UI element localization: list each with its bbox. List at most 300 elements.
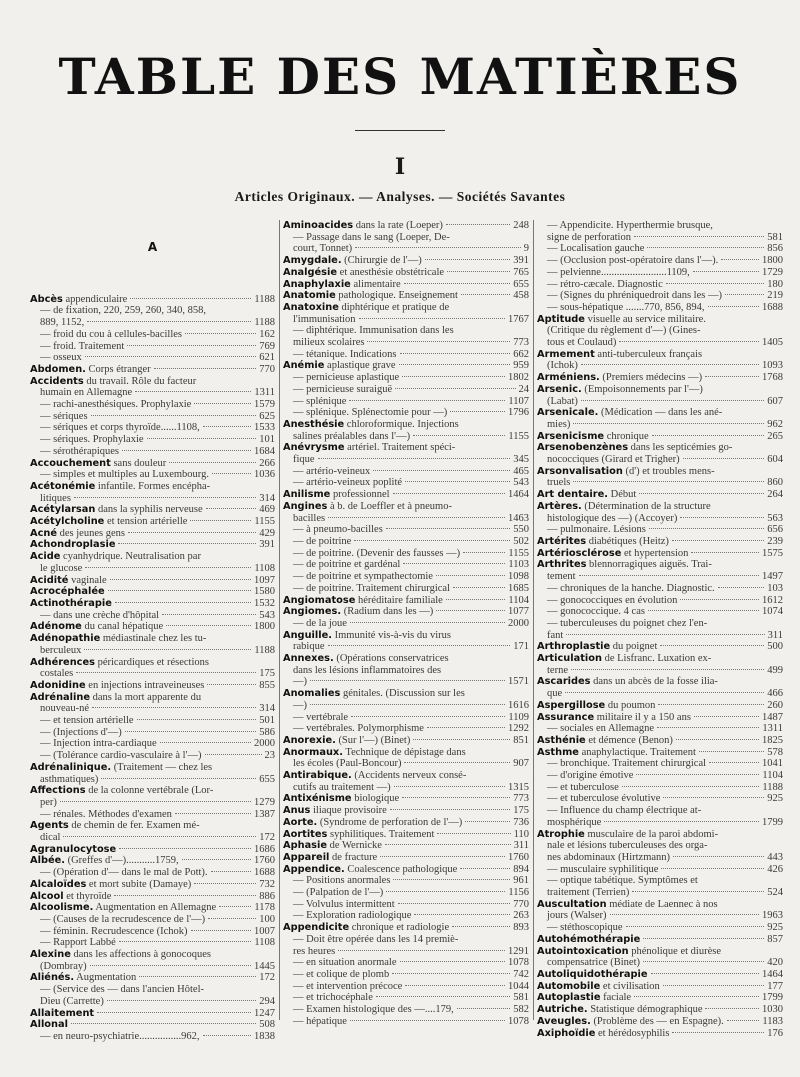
index-entry xyxy=(30,668,275,680)
entry-headword: Adénopathie xyxy=(30,633,101,645)
entry-text xyxy=(547,910,607,922)
entry-description: chronique xyxy=(606,430,649,442)
entry-description: et tension artérielle xyxy=(106,516,188,528)
page-number: 426 xyxy=(767,863,783,875)
page-number: 962 xyxy=(767,418,783,430)
dot-leader xyxy=(191,930,251,931)
entry-text xyxy=(293,384,392,396)
index-entry xyxy=(30,797,275,809)
index-entry xyxy=(537,665,783,677)
dot-leader xyxy=(693,271,759,272)
page-number: 1188 xyxy=(254,317,275,329)
entry-headword: Acidité xyxy=(30,574,69,586)
index-entry xyxy=(30,399,275,411)
entry-description: biologique xyxy=(354,793,400,805)
page-number: 248 xyxy=(513,220,529,231)
entry-text xyxy=(293,957,397,969)
dot-leader xyxy=(648,610,759,611)
dot-leader xyxy=(135,391,251,392)
page-number: 621 xyxy=(259,352,275,364)
entry-text xyxy=(283,489,390,501)
index-entry xyxy=(30,750,275,762)
entry-text xyxy=(283,735,410,747)
entry-text xyxy=(30,972,136,984)
entry-text xyxy=(30,294,127,306)
entry-description: — Passage dans le sang (Loeper, De- xyxy=(293,231,450,243)
entry-text xyxy=(537,653,711,665)
dot-leader xyxy=(376,996,510,997)
entry-description: — splénique. Splénectomie pour —) xyxy=(293,407,448,419)
entry-text xyxy=(30,598,112,610)
index-entry xyxy=(283,489,529,501)
entry-text xyxy=(283,653,449,665)
index-entry xyxy=(537,290,783,302)
entry-description: les écoles (Paul-Boncour) xyxy=(293,758,402,770)
page-number: 1686 xyxy=(254,843,275,855)
entry-description: et hypertension xyxy=(623,547,689,559)
entry-description: Corps étranger xyxy=(88,363,151,375)
entry-description: salines préalables dans l'—) xyxy=(293,430,411,442)
index-entry xyxy=(283,758,529,770)
dot-leader xyxy=(206,508,257,509)
dot-leader xyxy=(166,625,251,626)
entry-description: et hérédosyphilis xyxy=(597,1027,670,1039)
entry-text xyxy=(40,703,89,715)
entry-text xyxy=(30,1019,68,1031)
dot-leader xyxy=(390,809,510,810)
index-entry xyxy=(283,653,529,665)
entry-description: infantile. Formes encépha- xyxy=(97,480,211,492)
dot-leader xyxy=(579,575,759,576)
dot-leader xyxy=(708,306,760,307)
page-number: 1579 xyxy=(254,399,275,411)
index-entry xyxy=(283,946,529,958)
page-number: 391 xyxy=(259,539,275,551)
entry-description: — gonococciques en évolution xyxy=(547,594,678,606)
dot-leader xyxy=(76,672,256,673)
entry-description: — chroniques de la hanche. Diagnostic. xyxy=(547,582,715,594)
entry-text xyxy=(283,606,433,618)
entry-description: aplastique grave xyxy=(327,360,396,372)
entry-headword: Allaitement xyxy=(30,1007,95,1019)
page-number: 1109 xyxy=(508,711,529,723)
dot-leader xyxy=(395,388,515,389)
index-entry xyxy=(283,255,529,267)
dot-leader xyxy=(74,497,256,498)
entry-text xyxy=(293,407,447,419)
entry-description: —) xyxy=(293,676,307,688)
entry-text xyxy=(40,715,134,727)
entry-description: — de poitrine. Traitement chirurgical xyxy=(293,582,450,594)
page-number: 1800 xyxy=(762,255,783,267)
entry-headword: Appendicite xyxy=(283,922,350,934)
index-entry xyxy=(283,407,529,419)
entry-text xyxy=(30,539,115,551)
entry-description: (Radium dans les —) xyxy=(343,606,434,618)
index-entry xyxy=(537,723,783,735)
entry-description: — Examen histologique des —....179, xyxy=(293,1004,454,1016)
index-entry xyxy=(283,513,529,525)
page-number: 1571 xyxy=(508,676,529,688)
index-entry xyxy=(283,279,529,291)
page-number: 1188 xyxy=(254,293,275,305)
entry-description: — tuberculeuses du poignet chez l'en- xyxy=(547,617,708,629)
entry-description: de chemin de fer. Examen mé- xyxy=(71,820,200,832)
entry-text xyxy=(293,875,390,887)
page-number: 1616 xyxy=(508,699,529,711)
page-number: 345 xyxy=(513,454,529,466)
dot-leader xyxy=(393,879,510,880)
entry-description: — sériques. Prophylaxie xyxy=(40,434,144,446)
entry-headword: Actinothérapie xyxy=(30,597,112,609)
entry-text xyxy=(30,633,206,645)
entry-description: — et tuberculose xyxy=(547,781,619,793)
index-entry xyxy=(30,738,275,750)
entry-text xyxy=(547,770,633,782)
page-number: 162 xyxy=(259,328,275,340)
entry-headword: Atrophie xyxy=(537,828,585,840)
entry-text xyxy=(537,501,711,513)
entry-headword: Automobile xyxy=(537,980,601,992)
page-number: 429 xyxy=(259,527,275,539)
page-number: 1097 xyxy=(254,574,275,586)
page-number: 655 xyxy=(259,773,275,785)
entry-text xyxy=(547,419,570,431)
entry-headword: Agents xyxy=(30,820,69,832)
entry-headword: Accidents xyxy=(30,375,84,387)
page-number: 656 xyxy=(767,524,783,536)
entry-headword: Antixénisme xyxy=(283,793,352,805)
entry-text xyxy=(547,817,601,829)
page-number: 100 xyxy=(259,913,275,925)
entry-description: (Médication — dans les ané- xyxy=(601,407,723,419)
dot-leader xyxy=(399,364,511,365)
dot-leader xyxy=(125,731,256,732)
page-number: 1684 xyxy=(254,445,275,457)
index-entry xyxy=(30,855,275,867)
entry-text xyxy=(283,279,401,291)
entry-text xyxy=(293,548,460,560)
entry-description: des jeunes gens xyxy=(59,527,125,539)
dot-leader xyxy=(651,973,759,974)
page-number: 264 xyxy=(767,489,783,501)
entry-description: mosphérique xyxy=(547,816,602,828)
entry-description: per) xyxy=(40,796,57,808)
dot-leader xyxy=(91,415,257,416)
entry-description: — sociales en Allemagne xyxy=(547,723,655,735)
dot-leader xyxy=(386,528,510,529)
page-number: 500 xyxy=(767,641,783,653)
index-entry xyxy=(283,232,529,244)
entry-text xyxy=(547,887,629,899)
entry-headword: Auscultation xyxy=(537,898,607,910)
entry-headword: Anormaux. xyxy=(283,746,343,758)
entry-text xyxy=(293,946,335,958)
entry-description: — et tuberculose évolutive xyxy=(547,793,661,805)
page-number: 1799 xyxy=(762,992,783,1004)
page-number: 1041 xyxy=(762,758,783,770)
entry-text xyxy=(293,314,356,326)
page-number: 1688 xyxy=(254,867,275,879)
page-number: 563 xyxy=(767,512,783,524)
page-number: 314 xyxy=(259,703,275,715)
entry-description: — pernicieuse aplastique xyxy=(293,372,400,384)
entry-description: dans la mort apparente du xyxy=(92,691,202,703)
page-number: 1760 xyxy=(508,851,529,863)
page-number: 501 xyxy=(259,715,275,727)
index-entry xyxy=(537,618,783,630)
dot-leader xyxy=(349,400,505,401)
entry-description: — gonococcique. 4 cas xyxy=(547,606,645,618)
entry-description: — vertébrale xyxy=(293,711,349,723)
entry-description: du poumon xyxy=(607,699,656,711)
entry-description: — (Tolérance cardio-vasculaire à l'—) xyxy=(40,750,202,762)
dot-leader xyxy=(573,423,764,424)
dot-leader xyxy=(114,895,256,896)
entry-headword: Autoliquidothérapie xyxy=(537,969,648,980)
entry-headword: Aorte. xyxy=(283,816,318,828)
entry-description: — Doit être opérée dans les 14 premiè- xyxy=(293,933,459,945)
page-number: 1612 xyxy=(762,594,783,606)
entry-headword: Anguille. xyxy=(283,629,332,641)
entry-description: — pulmonaire. Lésions xyxy=(547,524,646,536)
index-entry xyxy=(283,899,529,911)
entry-headword: Anomalies xyxy=(283,688,341,700)
index-entry xyxy=(30,446,275,458)
index-entry xyxy=(283,782,529,794)
entry-description: dans les septicémies go- xyxy=(630,442,733,454)
dot-leader xyxy=(185,333,256,334)
entry-description: génitales. (Discussion sur les xyxy=(342,688,465,700)
page-number: 1802 xyxy=(508,372,529,384)
dot-leader xyxy=(673,856,764,857)
entry-description: bacilles xyxy=(293,512,326,524)
dot-leader xyxy=(393,493,505,494)
index-entry xyxy=(283,641,529,653)
page-number: 1078 xyxy=(508,957,529,969)
dot-leader xyxy=(427,727,505,728)
entry-text xyxy=(30,458,166,470)
index-entry xyxy=(283,676,529,688)
dot-leader xyxy=(147,438,257,439)
page-number: 219 xyxy=(767,290,783,302)
entry-text xyxy=(537,899,718,911)
index-entry xyxy=(537,396,783,408)
index-entry xyxy=(283,477,529,489)
page-number: 860 xyxy=(767,477,783,489)
entry-headword: Arsenicale. xyxy=(537,407,599,419)
page-number: 773 xyxy=(513,793,529,805)
dot-leader xyxy=(169,462,256,463)
page-number: 502 xyxy=(513,535,529,547)
dot-leader xyxy=(566,634,764,635)
entry-text xyxy=(40,1031,200,1043)
page-number: 856 xyxy=(767,243,783,255)
entry-text xyxy=(537,466,715,478)
entry-headword: Artériosclérose xyxy=(537,547,622,559)
dot-leader xyxy=(705,1008,759,1009)
index-entry xyxy=(30,1019,275,1031)
dot-leader xyxy=(122,450,251,451)
entry-description: mies) xyxy=(547,418,571,430)
entry-text xyxy=(293,782,391,794)
dot-leader xyxy=(465,821,510,822)
entry-text xyxy=(40,469,209,481)
entry-text xyxy=(547,957,640,969)
dot-leader xyxy=(666,283,765,284)
entry-description: fant xyxy=(547,629,564,641)
index-entry xyxy=(537,1016,783,1028)
index-entry xyxy=(537,501,783,513)
entry-description: — de poitrine. (Devenir des fausses —) xyxy=(293,547,461,559)
dot-leader xyxy=(691,552,759,553)
entry-description: Statistique démographique xyxy=(590,1004,703,1016)
entry-headword: Anesthésie xyxy=(283,418,345,430)
index-entry xyxy=(537,793,783,805)
index-entry xyxy=(537,372,783,384)
entry-text xyxy=(537,489,636,501)
index-entry xyxy=(30,458,275,470)
entry-text xyxy=(547,524,646,536)
dot-leader xyxy=(85,356,257,357)
index-entry xyxy=(283,910,529,922)
entry-description: — à pneumo-bacilles xyxy=(293,524,383,536)
dot-leader xyxy=(139,976,256,977)
page-number: 110 xyxy=(513,828,529,840)
index-entry xyxy=(30,844,275,856)
page-number: 23 xyxy=(264,750,275,762)
index-entry xyxy=(30,914,275,926)
dot-leader xyxy=(672,540,764,541)
dot-leader xyxy=(413,739,510,740)
index-entry xyxy=(537,583,783,595)
entry-text xyxy=(30,692,201,704)
index-entry xyxy=(537,922,783,934)
index-entry xyxy=(30,469,275,481)
entry-text xyxy=(30,376,196,388)
entry-description: humain en Allemagne xyxy=(40,387,133,399)
entry-description: — optique tabétique. Symptômes et xyxy=(547,875,698,887)
page-number: 1007 xyxy=(254,925,275,937)
entry-text xyxy=(293,969,389,981)
entry-headword: Analgésie xyxy=(283,266,338,278)
index-entry xyxy=(283,466,529,478)
entry-description: vaginale xyxy=(71,574,107,586)
entry-headword: Anaphylaxie xyxy=(283,278,351,290)
entry-description: diphtérique et pratique de xyxy=(341,301,450,313)
entry-text xyxy=(547,840,707,852)
entry-description: — et trichocéphale xyxy=(293,992,373,1004)
entry-headword: Aptitude xyxy=(537,313,585,325)
entry-text xyxy=(537,314,706,326)
entry-description: — artério-veineux poplité xyxy=(293,477,403,489)
index-entry xyxy=(30,621,275,633)
index-entry xyxy=(537,688,783,700)
page-number: 1405 xyxy=(762,337,783,349)
entry-headword: Angiomatose xyxy=(283,594,356,606)
index-entry xyxy=(283,536,529,548)
entry-description: et mort subite (Damaye) xyxy=(88,878,192,890)
entry-text xyxy=(293,232,450,244)
entry-description: dans les lésions inflammatoires des xyxy=(293,664,442,676)
entry-headword: Adonidine xyxy=(30,679,86,691)
index-entry xyxy=(283,314,529,326)
entry-text xyxy=(30,891,111,903)
entry-description: médiastinale chez les tu- xyxy=(102,633,207,645)
index-entry xyxy=(283,829,529,841)
index-entry xyxy=(283,431,529,443)
dot-leader xyxy=(127,345,256,346)
page-number: 1533 xyxy=(254,422,275,434)
dot-leader xyxy=(457,1008,511,1009)
dot-leader xyxy=(137,719,257,720)
index-entry xyxy=(283,559,529,571)
entry-headword: Anus xyxy=(283,805,311,817)
dot-leader xyxy=(661,868,764,869)
entry-text xyxy=(40,387,132,399)
page-number: 2000 xyxy=(508,617,529,629)
entry-headword: Asthme xyxy=(537,746,579,758)
entry-text xyxy=(537,992,631,1004)
entry-description: — hépatique xyxy=(293,1015,347,1027)
index-entry xyxy=(283,1004,529,1016)
entry-text xyxy=(537,735,673,747)
page-number: 1532 xyxy=(254,597,275,609)
index-entry xyxy=(537,431,783,443)
index-entry xyxy=(537,454,783,466)
entry-text xyxy=(547,618,707,630)
entry-description: du poignet xyxy=(612,641,658,653)
index-entry xyxy=(30,294,275,306)
entry-description: — osseux xyxy=(40,352,82,364)
dot-leader xyxy=(154,368,257,369)
entry-text xyxy=(537,676,718,688)
entry-description: à b. de Loeffler et à pneumo- xyxy=(330,500,452,512)
index-entry xyxy=(30,891,275,903)
dot-leader xyxy=(351,716,505,717)
entry-description: — rénales. Méthodes d'examen xyxy=(40,808,172,820)
entry-text xyxy=(293,618,347,630)
page-number: 855 xyxy=(259,679,275,691)
entry-description: — froid. Traitement xyxy=(40,340,125,352)
index-entry xyxy=(30,563,275,575)
dot-leader xyxy=(461,294,510,295)
entry-headword: Aveugles. xyxy=(537,1015,591,1027)
entry-description: — d'origine émotive xyxy=(547,770,634,782)
page-number: 1077 xyxy=(508,606,529,618)
page-number: 265 xyxy=(767,430,783,442)
entry-description: militaire il y a 150 ans xyxy=(596,711,691,723)
entry-description: iliaque provisoire xyxy=(313,805,387,817)
entry-text xyxy=(30,504,203,516)
entry-description: — Influence du champ électrique at- xyxy=(547,805,702,817)
entry-description: et civilisation xyxy=(602,980,660,992)
entry-text xyxy=(547,232,631,244)
index-entry xyxy=(283,571,529,583)
entry-description: litiques xyxy=(40,492,71,504)
entry-text xyxy=(293,676,307,688)
entry-description: — simples et multiples au Luxembourg. xyxy=(40,469,209,481)
entry-text xyxy=(293,571,433,583)
entry-text xyxy=(40,434,144,446)
entry-headword: Adrénaline xyxy=(30,691,90,703)
page-number: 961 xyxy=(513,875,529,887)
page-number: 176 xyxy=(767,1027,783,1039)
page-number: 1078 xyxy=(508,1015,529,1027)
entry-text xyxy=(283,840,382,852)
page-number: 1760 xyxy=(254,855,275,867)
index-entry xyxy=(537,899,783,911)
